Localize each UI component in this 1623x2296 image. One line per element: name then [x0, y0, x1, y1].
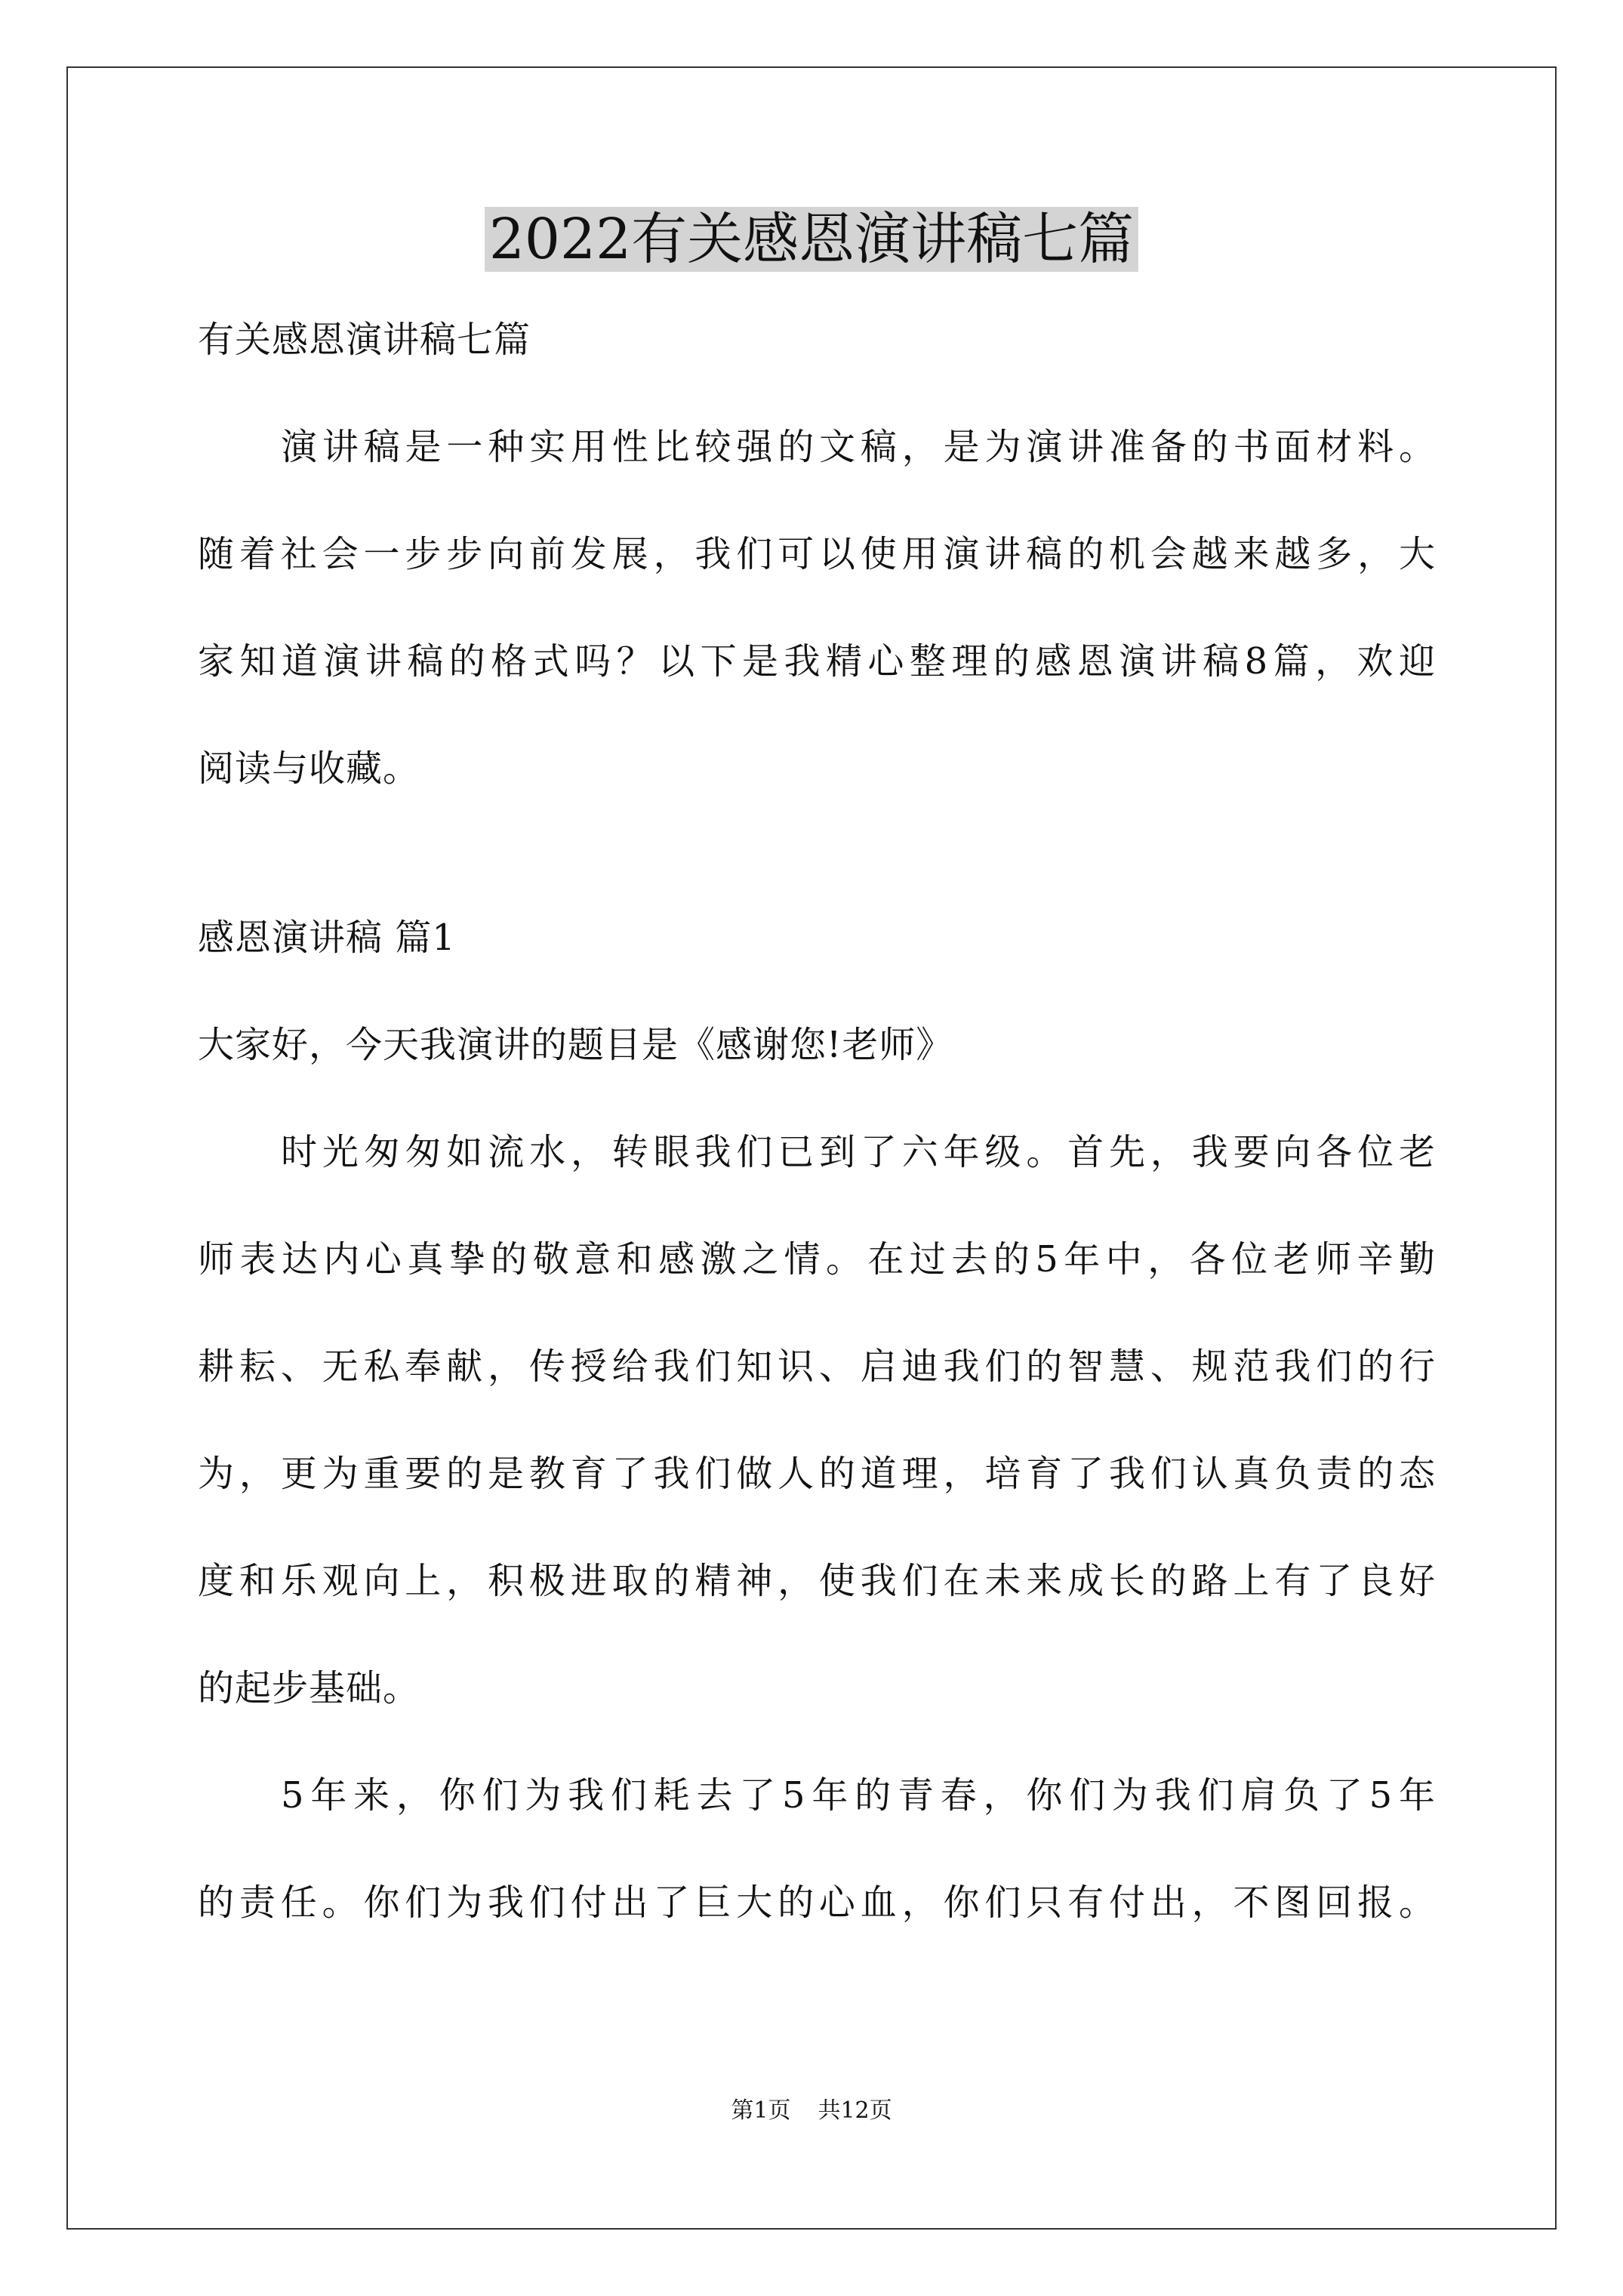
paragraph-line: 5年来，你们为我们耗去了5年的青春，你们为我们肩负了5年 — [281, 1774, 1436, 1817]
greeting-line: 大家好，今天我演讲的题目是《感谢您!老师》 — [198, 1024, 953, 1066]
intro-line: 随着社会一步步向前发展，我们可以使用演讲稿的机会越来越多，大 — [198, 533, 1436, 575]
paragraph-line: 的责任。你们为我们付出了巨大的心血，你们只有付出，不图回报。 — [198, 1881, 1436, 1924]
page-footer — [0, 2096, 1623, 2126]
paragraph-line: 耕耘、无私奉献，传授给我们知识、启迪我们的智慧、规范我们的行 — [198, 1345, 1436, 1388]
page-number: 第1页 — [731, 2097, 791, 2124]
intro-line: 演讲稿是一种实用性比较强的文稿，是为演讲准备的书面材料。 — [281, 426, 1436, 468]
document-title-text: 2022有关感恩演讲稿七篇 — [485, 207, 1138, 272]
document-title — [0, 198, 1623, 281]
subtitle: 有关感恩演讲稿七篇 — [198, 319, 531, 361]
paragraph-line: 的起步基础。 — [198, 1667, 420, 1709]
paragraph-line: 师表达内心真挚的敬意和感激之情。在过去的5年中，各位老师辛勤 — [198, 1238, 1436, 1281]
paragraph-line: 时光匆匆如流水，转眼我们已到了六年级。首先，我要向各位老 — [281, 1131, 1436, 1173]
intro-line: 阅读与收藏。 — [198, 747, 420, 790]
section-heading: 感恩演讲稿 篇1 — [198, 917, 456, 959]
paragraph-line: 度和乐观向上，积极进取的精神，使我们在未来成长的路上有了良好 — [198, 1560, 1436, 1602]
intro-line: 家知道演讲稿的格式吗？以下是我精心整理的感恩演讲稿8篇，欢迎 — [198, 640, 1436, 683]
paragraph-line: 为，更为重要的是教育了我们做人的道理，培育了我们认真负责的态 — [198, 1453, 1436, 1495]
page-total: 共12页 — [818, 2097, 892, 2124]
